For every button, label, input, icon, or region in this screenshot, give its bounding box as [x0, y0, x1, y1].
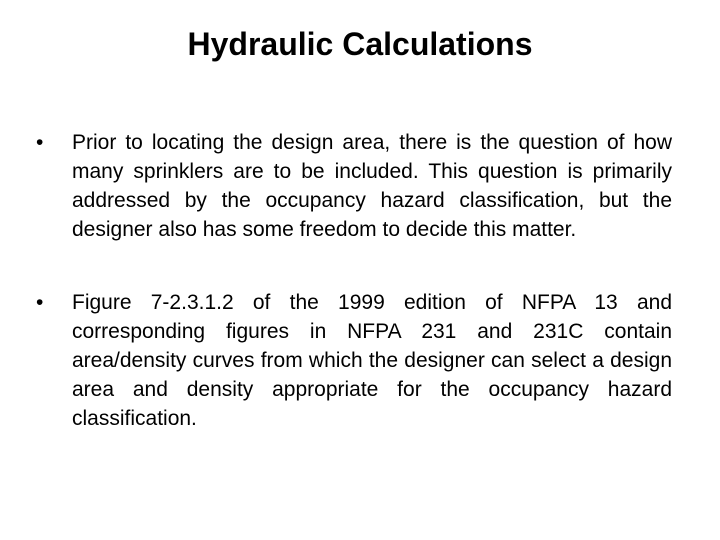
bullet-icon: •	[36, 131, 44, 154]
bullet-item	[36, 128, 672, 244]
bullet-item	[36, 288, 672, 433]
bullet-text: Prior to locating the design area, there is the question of how many sprinklers are to be included. This question is primarily addressed by the occupancy hazard classification, but the designer also has some freedom to decide this matter.	[72, 131, 672, 241]
slide-title: Hydraulic Calculations	[187, 26, 533, 62]
bullet-text: Figure 7-2.3.1.2 of the 1999 edition of NFPA 13 and corresponding figures in NFPA 231 and 231C contain area/density curves from which the designer can select a design area and density appropriate for the occupancy hazard classification.	[72, 291, 672, 430]
bullet-icon: •	[36, 291, 44, 314]
bullet-list	[36, 128, 672, 477]
